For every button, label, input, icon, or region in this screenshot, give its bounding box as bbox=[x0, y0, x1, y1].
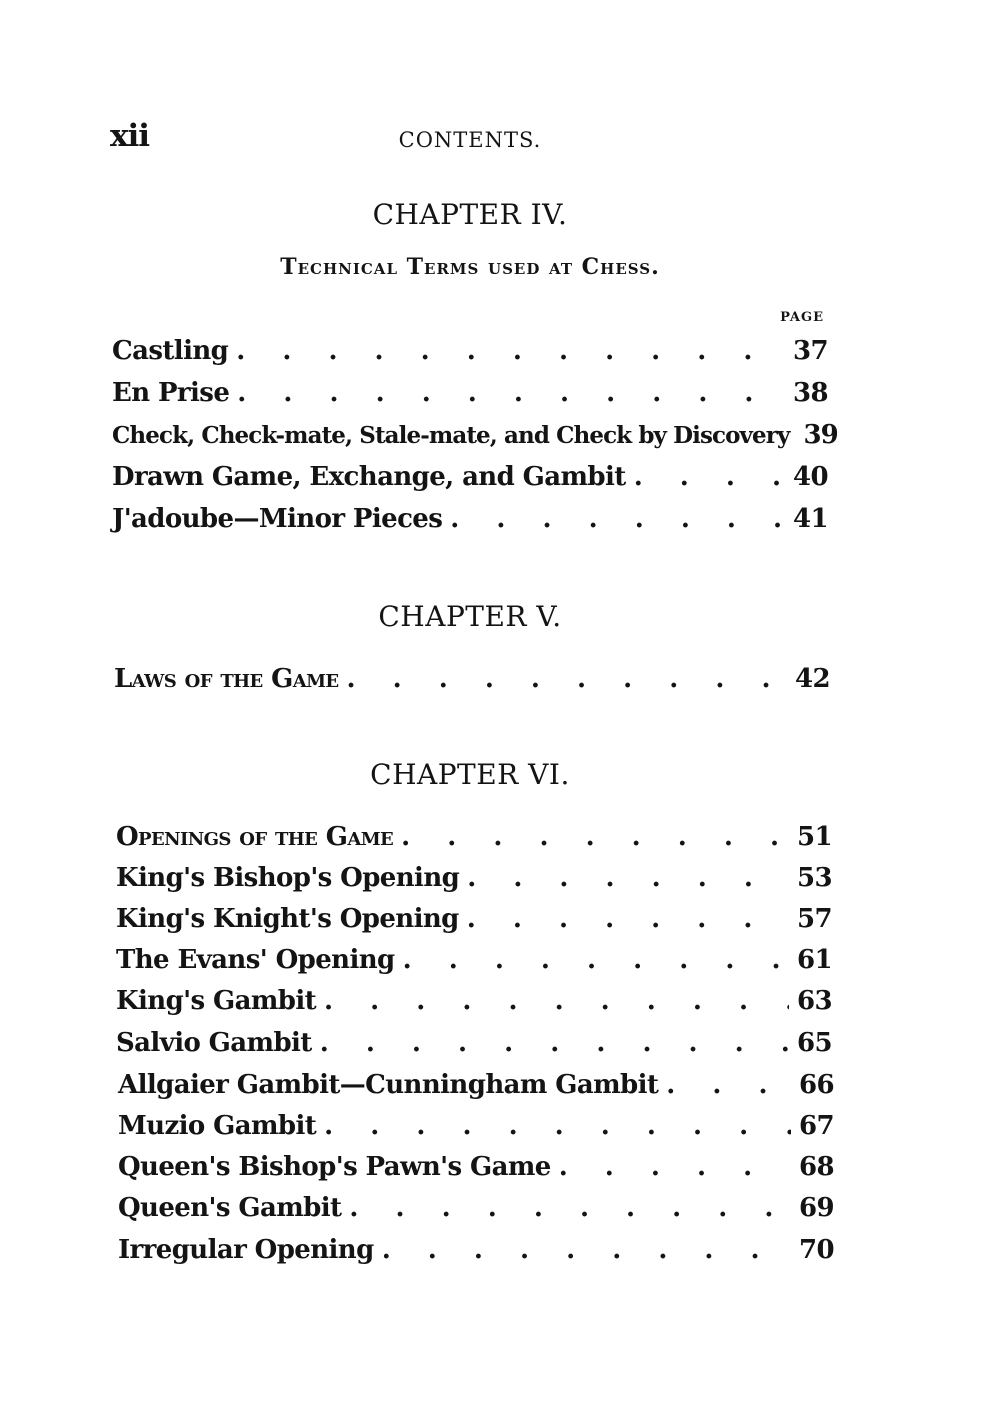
toc-entry bbox=[116, 863, 832, 899]
dot-leader bbox=[467, 904, 789, 934]
chapter-subtitle: Technical Terms used at Chess. bbox=[280, 254, 660, 280]
page-number: xii bbox=[110, 118, 150, 154]
dot-leader bbox=[450, 504, 785, 534]
toc-entry bbox=[116, 945, 832, 981]
toc-entry-title: Muzio Gambit bbox=[118, 1111, 317, 1141]
toc-entry-title: King's Knight's Opening bbox=[116, 904, 459, 934]
dot-leader bbox=[324, 986, 789, 1016]
toc-entry-page: 70 bbox=[799, 1235, 834, 1265]
dot-leader bbox=[401, 822, 789, 852]
dot-leader bbox=[382, 1235, 791, 1265]
toc-entry-page: 66 bbox=[799, 1070, 834, 1100]
toc-entry-page: 63 bbox=[797, 986, 832, 1016]
chapter-heading: CHAPTER V. bbox=[378, 600, 562, 633]
toc-entry-title: King's Bishop's Opening bbox=[116, 863, 460, 893]
toc-entry bbox=[118, 1152, 834, 1188]
dot-leader bbox=[237, 378, 785, 408]
dot-leader bbox=[467, 863, 789, 893]
toc-entry-title: Castling bbox=[112, 336, 229, 366]
toc-entry-page: 41 bbox=[793, 504, 828, 534]
toc-entry-page: 42 bbox=[795, 664, 830, 694]
dot-leader bbox=[320, 1028, 789, 1058]
chapter-heading: CHAPTER VI. bbox=[370, 758, 570, 791]
toc-entry-page: 65 bbox=[797, 1028, 832, 1058]
toc-entry-title: Queen's Bishop's Pawn's Game bbox=[118, 1152, 551, 1182]
toc-entry bbox=[118, 1193, 834, 1229]
dot-leader bbox=[403, 945, 789, 975]
toc-entry-title: Check, Check-mate, Stale-mate, and Check by Discovery bbox=[112, 422, 790, 449]
toc-entry-page: 38 bbox=[793, 378, 828, 408]
toc-entry-title: King's Gambit bbox=[116, 986, 317, 1016]
page-column-label: PAGE bbox=[780, 310, 824, 325]
running-title: CONTENTS. bbox=[398, 128, 542, 152]
toc-entry bbox=[112, 504, 828, 540]
toc-entry-page: 40 bbox=[793, 462, 828, 492]
toc-entry-title: The Evans' Opening bbox=[116, 945, 395, 975]
toc-entry bbox=[116, 822, 832, 858]
dot-leader bbox=[634, 462, 785, 492]
toc-entry-page: 67 bbox=[799, 1111, 834, 1141]
dot-leader bbox=[324, 1111, 791, 1141]
toc-entry-title: J'adoube—Minor Pieces bbox=[112, 504, 443, 534]
toc-entry-page: 69 bbox=[799, 1193, 834, 1223]
dot-leader bbox=[666, 1070, 791, 1100]
toc-entry-title: Allgaier Gambit—Cunningham Gambit bbox=[118, 1070, 659, 1100]
toc-entry-page: 61 bbox=[797, 945, 832, 975]
toc-entry-title: Laws of the Game bbox=[114, 664, 339, 694]
chapter-heading: CHAPTER IV. bbox=[372, 198, 568, 231]
toc-entry bbox=[112, 420, 838, 456]
toc-entry-page: 53 bbox=[797, 863, 832, 893]
toc-entry bbox=[118, 1070, 834, 1106]
toc-entry-title: En Prise bbox=[112, 378, 230, 408]
dot-leader bbox=[347, 664, 788, 694]
toc-entry-title: Irregular Opening bbox=[118, 1235, 374, 1265]
toc-entry bbox=[116, 1028, 832, 1064]
toc-entry bbox=[112, 378, 828, 414]
dot-leader bbox=[559, 1152, 791, 1182]
toc-entry-title: Salvio Gambit bbox=[116, 1028, 312, 1058]
toc-entry bbox=[116, 904, 832, 940]
dot-leader bbox=[236, 336, 785, 366]
toc-entry-page: 51 bbox=[797, 822, 832, 852]
toc-entry bbox=[112, 462, 828, 498]
toc-entry-page: 68 bbox=[799, 1152, 834, 1182]
toc-entry bbox=[118, 1235, 834, 1271]
running-head bbox=[110, 118, 830, 158]
toc-entry-page: 37 bbox=[793, 336, 828, 366]
toc-entry bbox=[118, 1111, 834, 1147]
toc-entry-title: Openings of the Game bbox=[116, 822, 394, 852]
toc-entry bbox=[112, 336, 828, 372]
toc-entry-page: 57 bbox=[797, 904, 832, 934]
toc-entry bbox=[116, 986, 832, 1022]
toc-entry-title: Queen's Gambit bbox=[118, 1193, 342, 1223]
toc-entry bbox=[114, 664, 830, 700]
dot-leader bbox=[349, 1193, 791, 1223]
toc-entry-title: Drawn Game, Exchange, and Gambit bbox=[112, 462, 626, 492]
toc-entry-page: 39 bbox=[803, 420, 838, 450]
